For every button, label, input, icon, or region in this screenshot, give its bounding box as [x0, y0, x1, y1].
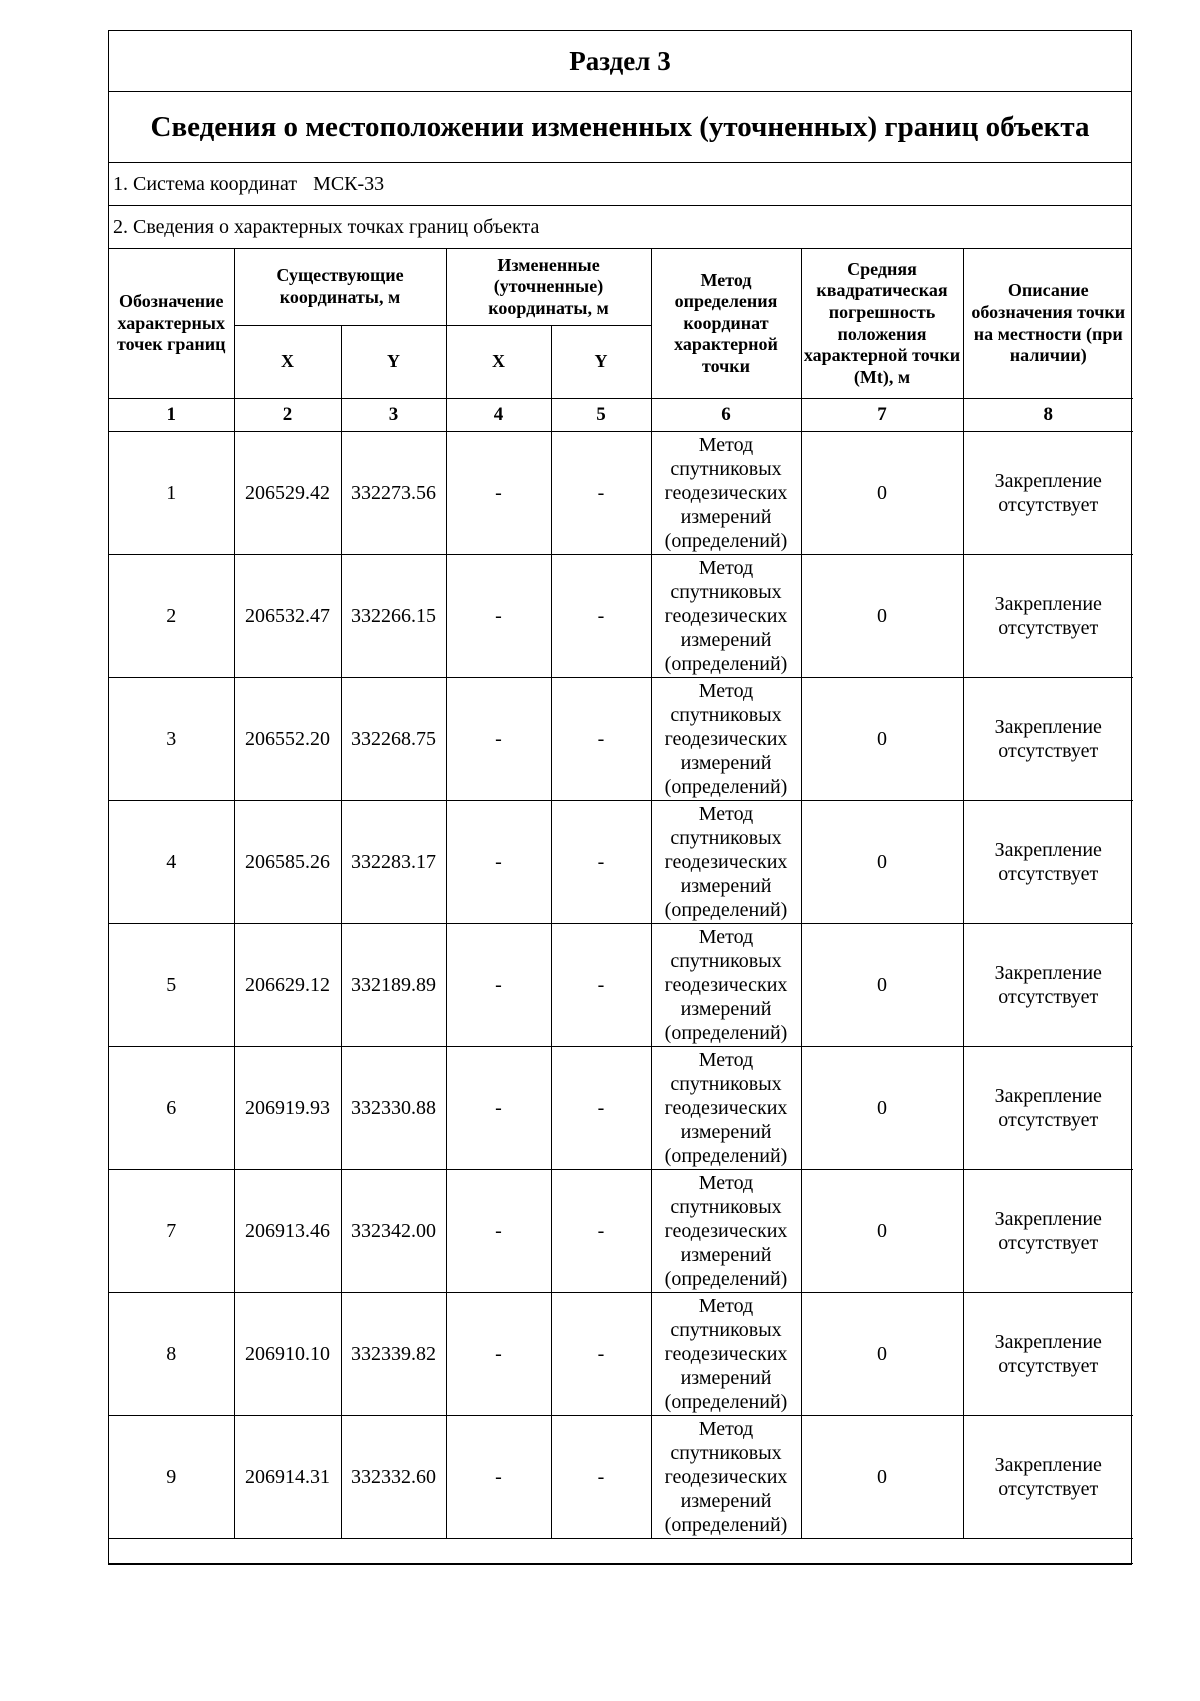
- document-subtitle: Сведения о местоположении измененных (уточненных) границ объекта: [109, 92, 1131, 163]
- table-row: [109, 1170, 1133, 1293]
- existing-x-cell: 206552.20: [234, 678, 341, 801]
- method-cell: Метод спутниковых геодезических измерений (определений): [651, 801, 801, 924]
- point-number-cell: 2: [109, 555, 234, 678]
- changed-x-cell: -: [446, 555, 551, 678]
- points-info-label: 2. Сведения о характерных точках границ объекта: [109, 206, 1131, 249]
- point-number-cell: 8: [109, 1293, 234, 1416]
- section-title: Раздел 3: [109, 31, 1131, 92]
- changed-y-cell: -: [551, 1170, 651, 1293]
- point-number-cell: 1: [109, 432, 234, 555]
- method-cell: Метод спутниковых геодезических измерений (определений): [651, 432, 801, 555]
- mean-error-cell: 0: [801, 1047, 963, 1170]
- coordinate-system-label: 1. Система координат: [113, 172, 298, 195]
- point-number-cell: 4: [109, 801, 234, 924]
- existing-y-cell: 332330.88: [341, 1047, 446, 1170]
- header-changed-x: X: [446, 326, 551, 399]
- point-number-cell: 9: [109, 1416, 234, 1539]
- description-cell: Закрепление отсутствует: [963, 432, 1133, 555]
- existing-y-cell: 332283.17: [341, 801, 446, 924]
- table-row: [109, 1416, 1133, 1539]
- method-cell: Метод спутниковых геодезических измерений (определений): [651, 1293, 801, 1416]
- existing-x-cell: 206914.31: [234, 1416, 341, 1539]
- changed-y-cell: -: [551, 1047, 651, 1170]
- header-existing-coords: Существующие координаты, м: [234, 249, 446, 326]
- existing-y-cell: 332273.56: [341, 432, 446, 555]
- column-number: 7: [801, 399, 963, 432]
- coordinate-system-value: МСК-33: [313, 172, 385, 195]
- column-number: 3: [341, 399, 446, 432]
- changed-y-cell: -: [551, 555, 651, 678]
- header-existing-y: Y: [341, 326, 446, 399]
- changed-x-cell: -: [446, 1416, 551, 1539]
- description-cell: Закрепление отсутствует: [963, 678, 1133, 801]
- mean-error-cell: 0: [801, 678, 963, 801]
- column-number: 1: [109, 399, 234, 432]
- description-cell: Закрепление отсутствует: [963, 1416, 1133, 1539]
- existing-x-cell: 206529.42: [234, 432, 341, 555]
- mean-error-cell: 0: [801, 1416, 963, 1539]
- table-row: [109, 432, 1133, 555]
- existing-y-cell: 332342.00: [341, 1170, 446, 1293]
- column-numbers-row: [109, 399, 1133, 432]
- existing-y-cell: 332268.75: [341, 678, 446, 801]
- document-page: [108, 30, 1132, 1565]
- changed-x-cell: -: [446, 1293, 551, 1416]
- header-mean-error: Средняя квадратическая погрешность положения характерной точки (Mt), м: [801, 249, 963, 399]
- table-tail: [109, 1539, 1133, 1564]
- table-row: [109, 924, 1133, 1047]
- description-cell: Закрепление отсутствует: [963, 1293, 1133, 1416]
- existing-y-cell: 332189.89: [341, 924, 446, 1047]
- table-row: [109, 1293, 1133, 1416]
- existing-x-cell: 206913.46: [234, 1170, 341, 1293]
- description-cell: Закрепление отсутствует: [963, 801, 1133, 924]
- changed-x-cell: -: [446, 801, 551, 924]
- changed-y-cell: -: [551, 678, 651, 801]
- header-changed-coords: Измененные (уточненные) координаты, м: [446, 249, 651, 326]
- column-number: 4: [446, 399, 551, 432]
- changed-x-cell: -: [446, 1047, 551, 1170]
- mean-error-cell: 0: [801, 555, 963, 678]
- point-number-cell: 6: [109, 1047, 234, 1170]
- changed-x-cell: -: [446, 678, 551, 801]
- method-cell: Метод спутниковых геодезических измерений (определений): [651, 1170, 801, 1293]
- description-cell: Закрепление отсутствует: [963, 1047, 1133, 1170]
- existing-y-cell: 332266.15: [341, 555, 446, 678]
- method-cell: Метод спутниковых геодезических измерений (определений): [651, 1047, 801, 1170]
- point-number-cell: 7: [109, 1170, 234, 1293]
- header-description: Описание обозначения точки на местности (при наличии): [963, 249, 1133, 399]
- coordinate-system-row: [109, 163, 1131, 206]
- changed-x-cell: -: [446, 924, 551, 1047]
- column-number: 6: [651, 399, 801, 432]
- method-cell: Метод спутниковых геодезических измерений (определений): [651, 924, 801, 1047]
- existing-x-cell: 206532.47: [234, 555, 341, 678]
- description-cell: Закрепление отсутствует: [963, 555, 1133, 678]
- method-cell: Метод спутниковых геодезических измерений (определений): [651, 555, 801, 678]
- header-row-top: [109, 249, 1133, 326]
- existing-x-cell: 206629.12: [234, 924, 341, 1047]
- changed-y-cell: -: [551, 1416, 651, 1539]
- changed-y-cell: -: [551, 924, 651, 1047]
- method-cell: Метод спутниковых геодезических измерений (определений): [651, 1416, 801, 1539]
- point-number-cell: 5: [109, 924, 234, 1047]
- existing-y-cell: 332339.82: [341, 1293, 446, 1416]
- changed-x-cell: -: [446, 1170, 551, 1293]
- boundary-points-table: [109, 249, 1133, 1564]
- changed-y-cell: -: [551, 1293, 651, 1416]
- changed-y-cell: -: [551, 432, 651, 555]
- table-row: [109, 678, 1133, 801]
- existing-y-cell: 332332.60: [341, 1416, 446, 1539]
- column-number: 2: [234, 399, 341, 432]
- mean-error-cell: 0: [801, 924, 963, 1047]
- existing-x-cell: 206910.10: [234, 1293, 341, 1416]
- mean-error-cell: 0: [801, 432, 963, 555]
- changed-y-cell: -: [551, 801, 651, 924]
- header-point-designation: Обозначение характерных точек границ: [109, 249, 234, 399]
- mean-error-cell: 0: [801, 1293, 963, 1416]
- point-number-cell: 3: [109, 678, 234, 801]
- method-cell: Метод спутниковых геодезических измерений (определений): [651, 678, 801, 801]
- header-existing-x: X: [234, 326, 341, 399]
- mean-error-cell: 0: [801, 1170, 963, 1293]
- description-cell: Закрепление отсутствует: [963, 924, 1133, 1047]
- header-method: Метод определения координат характерной точки: [651, 249, 801, 399]
- description-cell: Закрепление отсутствует: [963, 1170, 1133, 1293]
- table-row: [109, 555, 1133, 678]
- column-number: 5: [551, 399, 651, 432]
- changed-x-cell: -: [446, 432, 551, 555]
- table-tail-row: [109, 1539, 1133, 1564]
- table-row: [109, 1047, 1133, 1170]
- existing-x-cell: 206919.93: [234, 1047, 341, 1170]
- header-changed-y: Y: [551, 326, 651, 399]
- existing-x-cell: 206585.26: [234, 801, 341, 924]
- mean-error-cell: 0: [801, 801, 963, 924]
- table-row: [109, 801, 1133, 924]
- column-number: 8: [963, 399, 1133, 432]
